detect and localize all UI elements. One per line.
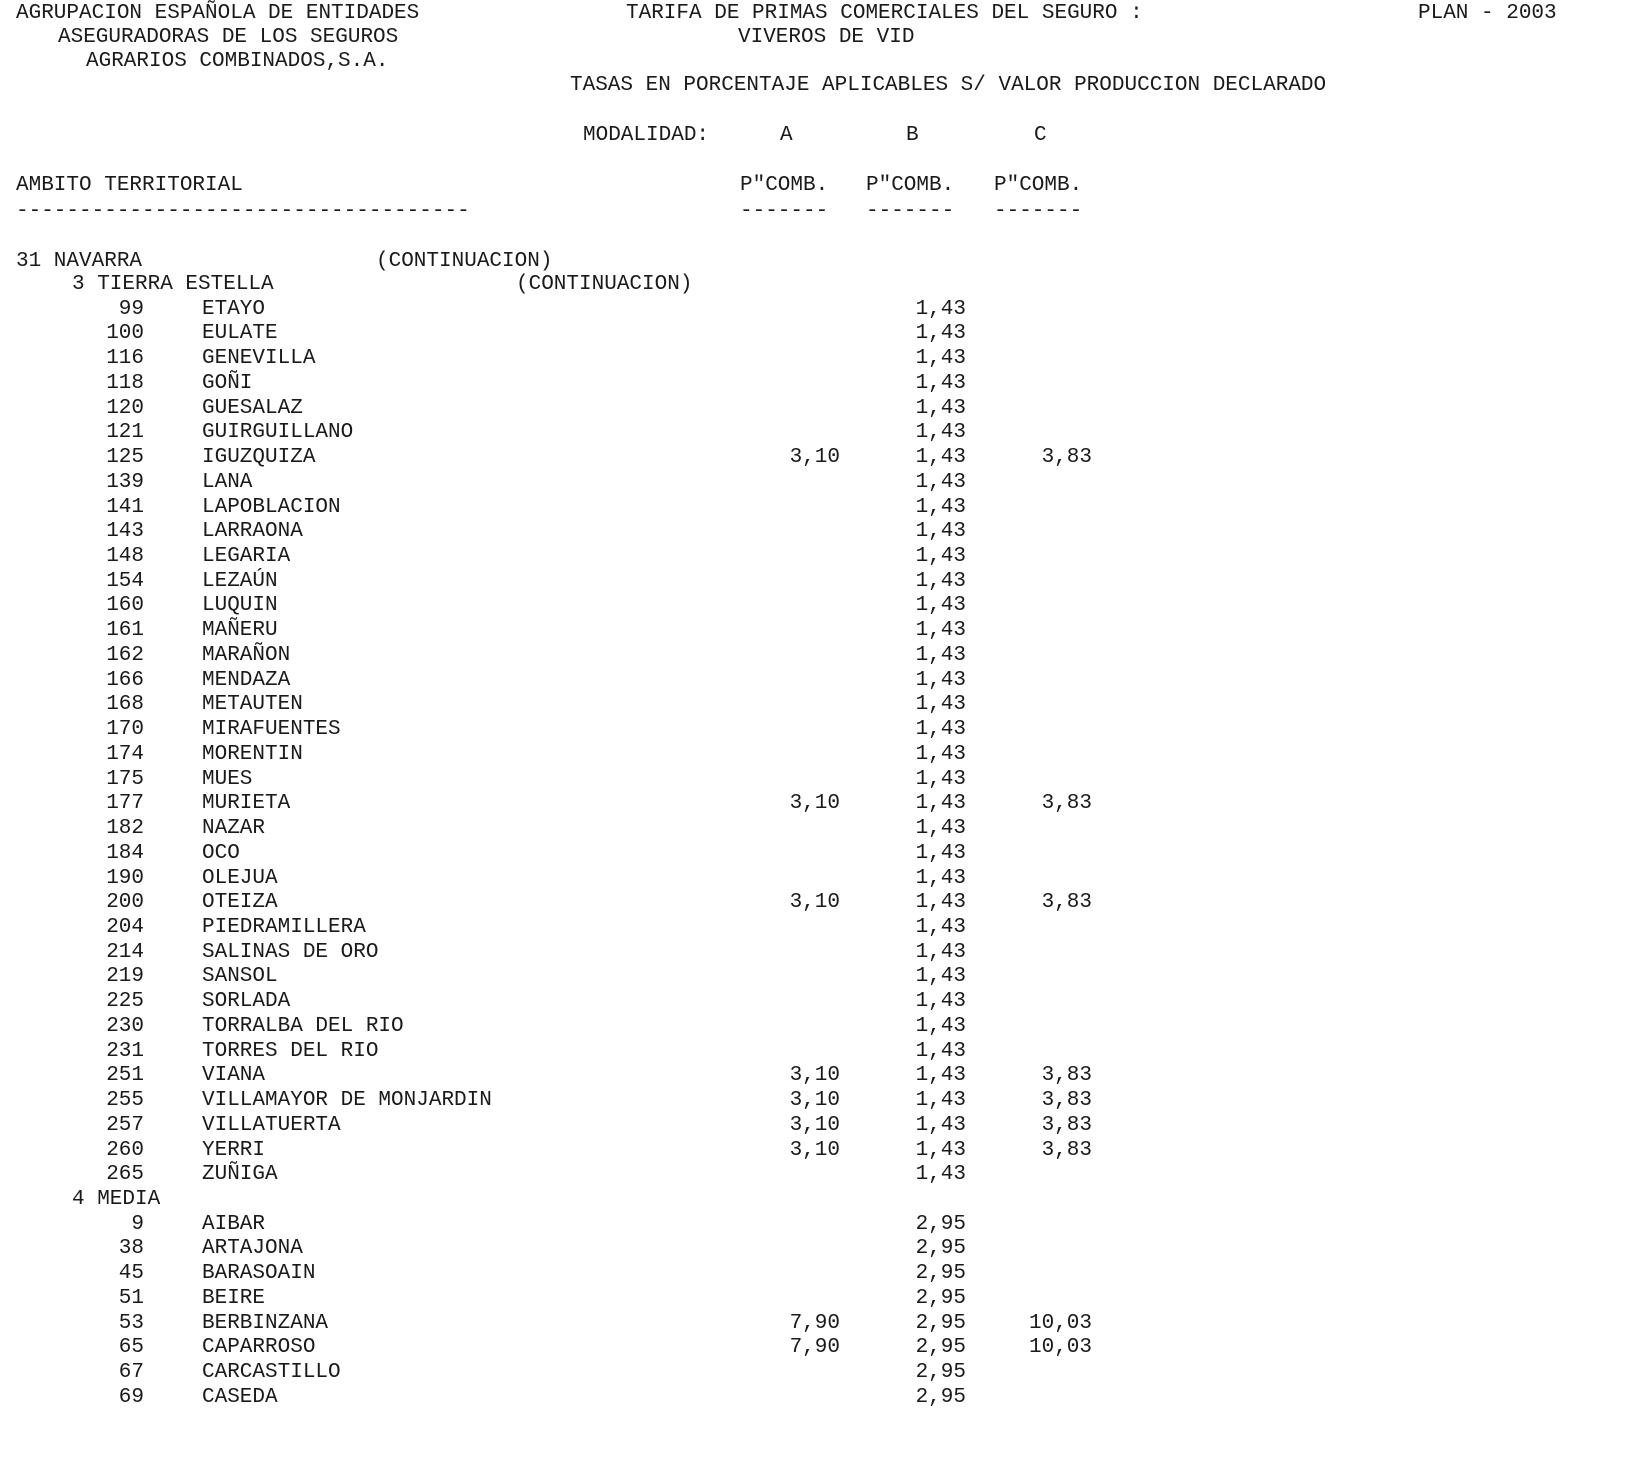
rate-b: 1,43 [915,867,966,890]
rate-b: 2,95 [915,1336,966,1359]
rate-c: 3,83 [1041,1089,1092,1112]
municipality-name: YERRI [202,1139,266,1162]
municipality-code: 170 [106,718,144,741]
rate-a: 3,10 [789,1139,840,1162]
region-heading: 3 TIERRA ESTELLA [72,273,274,296]
municipality-name: MUES [202,768,253,791]
municipality-name: BEIRE [202,1287,266,1310]
municipality-name: SORLADA [202,990,291,1013]
municipality-code: 166 [106,669,144,692]
municipality-code: 175 [106,768,144,791]
rate-b: 1,43 [915,570,966,593]
org-line-1: AGRUPACION ESPAÑOLA DE ENTIDADES [16,2,420,25]
modalidad-label: MODALIDAD: [583,124,710,147]
rate-c: 10,03 [1028,1312,1092,1335]
municipality-code: 38 [118,1237,144,1260]
municipality-name: LAPOBLACION [202,496,341,519]
rate-a: 3,10 [789,1089,840,1112]
municipality-name: ARTAJONA [202,1237,303,1260]
municipality-name: PIEDRAMILLERA [202,916,366,939]
municipality-name: IGUZQUIZA [202,446,316,469]
municipality-code: 214 [106,941,144,964]
municipality-name: VIANA [202,1064,266,1087]
tariff-title: TARIFA DE PRIMAS COMERCIALES DEL SEGURO : [626,2,1143,25]
rate-b: 1,43 [915,594,966,617]
col-a-rule: ------- [740,200,829,223]
municipality-code: 53 [118,1312,144,1335]
rate-b: 1,43 [915,1015,966,1038]
municipality-name: LUQUIN [202,594,278,617]
col-c-heading: P"COMB. [994,174,1083,197]
municipality-code: 182 [106,817,144,840]
rate-b: 1,43 [915,1139,966,1162]
rate-c: 3,83 [1041,1064,1092,1087]
rate-b: 1,43 [915,891,966,914]
rate-b: 1,43 [915,718,966,741]
col-c-rule: ------- [994,200,1083,223]
municipality-code: 125 [106,446,144,469]
rate-a: 3,10 [789,792,840,815]
org-line-2: ASEGURADORAS DE LOS SEGUROS [58,26,399,49]
municipality-name: ETAYO [202,298,266,321]
municipality-code: 160 [106,594,144,617]
municipality-name: CARCASTILLO [202,1361,341,1384]
municipality-name: MENDAZA [202,669,291,692]
rate-b: 1,43 [915,322,966,345]
rate-b: 1,43 [915,545,966,568]
municipality-name: GENEVILLA [202,347,316,370]
rate-b: 1,43 [915,817,966,840]
municipality-code: 143 [106,520,144,543]
rate-c: 10,03 [1028,1336,1092,1359]
municipality-name: CAPARROSO [202,1336,316,1359]
rate-b: 1,43 [915,1064,966,1087]
municipality-code: 139 [106,471,144,494]
rate-b: 1,43 [915,768,966,791]
rate-b: 1,43 [915,496,966,519]
rate-b: 2,95 [915,1386,966,1409]
municipality-code: 51 [118,1287,144,1310]
municipality-code: 148 [106,545,144,568]
col-b-heading: P"COMB. [866,174,955,197]
municipality-code: 219 [106,965,144,988]
municipality-code: 200 [106,891,144,914]
rate-b: 2,95 [915,1361,966,1384]
municipality-code: 174 [106,743,144,766]
rate-b: 1,43 [915,1040,966,1063]
municipality-code: 69 [118,1386,144,1409]
rate-b: 1,43 [915,1163,966,1186]
municipality-code: 162 [106,644,144,667]
modalidad-a: A [780,124,793,147]
rate-a: 7,90 [789,1336,840,1359]
rate-b: 1,43 [915,298,966,321]
municipality-code: 161 [106,619,144,642]
rate-b: 1,43 [915,941,966,964]
rate-b: 1,43 [915,1089,966,1112]
municipality-name: LEZAÚN [202,570,278,593]
rate-a: 3,10 [789,1114,840,1137]
municipality-code: 141 [106,496,144,519]
rate-b: 2,95 [915,1287,966,1310]
municipality-code: 65 [118,1336,144,1359]
rate-c: 3,83 [1041,1139,1092,1162]
rate-c: 3,83 [1041,446,1092,469]
municipality-name: METAUTEN [202,693,303,716]
municipality-name: BERBINZANA [202,1312,329,1335]
municipality-code: 45 [118,1262,144,1285]
municipality-code: 184 [106,842,144,865]
municipality-code: 251 [106,1064,144,1087]
municipality-name: GOÑI [202,372,253,395]
municipality-code: 121 [106,421,144,444]
modalidad-b: B [906,124,919,147]
rate-a: 3,10 [789,1064,840,1087]
municipality-name: OTEIZA [202,891,278,914]
municipality-name: OCO [202,842,240,865]
rate-b: 1,43 [915,693,966,716]
municipality-name: LANA [202,471,253,494]
rate-b: 2,95 [915,1262,966,1285]
municipality-name: AIBAR [202,1213,266,1236]
municipality-name: MAÑERU [202,619,278,642]
municipality-code: 255 [106,1089,144,1112]
rate-b: 1,43 [915,471,966,494]
municipality-name: NAZAR [202,817,266,840]
municipality-code: 225 [106,990,144,1013]
rate-b: 1,43 [915,990,966,1013]
municipality-name: CASEDA [202,1386,278,1409]
rate-b: 1,43 [915,347,966,370]
municipality-name: SALINAS DE ORO [202,941,379,964]
municipality-name: VILLAMAYOR DE MONJARDIN [202,1089,492,1112]
municipality-name: SANSOL [202,965,278,988]
municipality-code: 190 [106,867,144,890]
rate-b: 1,43 [915,372,966,395]
plan-label: PLAN - 2003 [1418,2,1557,25]
ambito-rule: ------------------------------------ [16,200,470,223]
municipality-code: 154 [106,570,144,593]
municipality-code: 260 [106,1139,144,1162]
rate-c: 3,83 [1041,1114,1092,1137]
rate-a: 3,10 [789,446,840,469]
municipality-name: MORENTIN [202,743,303,766]
rate-c: 3,83 [1041,792,1092,815]
rate-b: 1,43 [915,669,966,692]
municipality-code: 204 [106,916,144,939]
rate-b: 1,43 [915,916,966,939]
municipality-name: LEGARIA [202,545,291,568]
municipality-code: 168 [106,693,144,716]
col-a-heading: P"COMB. [740,174,829,197]
rate-a: 7,90 [789,1312,840,1335]
rate-b: 1,43 [915,446,966,469]
rate-c: 3,83 [1041,891,1092,914]
rate-a: 3,10 [789,891,840,914]
municipality-name: MARAÑON [202,644,291,667]
municipality-name: TORRES DEL RIO [202,1040,379,1063]
rate-b: 2,95 [915,1312,966,1335]
municipality-code: 67 [118,1361,144,1384]
municipality-name: ZUÑIGA [202,1163,278,1186]
modalidad-c: C [1034,124,1047,147]
rate-b: 1,43 [915,421,966,444]
col-b-rule: ------- [866,200,955,223]
municipality-code: 116 [106,347,144,370]
municipality-name: EULATE [202,322,278,345]
rate-b: 1,43 [915,965,966,988]
municipality-name: GUESALAZ [202,397,303,420]
municipality-name: OLEJUA [202,867,278,890]
province-heading: 31 NAVARRA [16,250,143,273]
rate-b: 2,95 [915,1213,966,1236]
rate-b: 1,43 [915,1114,966,1137]
rate-b: 1,43 [915,397,966,420]
rate-b: 1,43 [915,792,966,815]
municipality-code: 230 [106,1015,144,1038]
ambito-heading: AMBITO TERRITORIAL [16,174,243,197]
rates-subtitle: TASAS EN PORCENTAJE APLICABLES S/ VALOR PRODUCCION DECLARADO [570,74,1327,97]
municipality-name: MURIETA [202,792,291,815]
municipality-name: MIRAFUENTES [202,718,341,741]
org-line-3: AGRARIOS COMBINADOS,S.A. [86,50,389,73]
rate-b: 1,43 [915,842,966,865]
municipality-name: LARRAONA [202,520,303,543]
region-continuation-note: (CONTINUACION) [516,273,693,296]
municipality-name: GUIRGUILLANO [202,421,354,444]
municipality-name: BARASOAIN [202,1262,316,1285]
municipality-code: 231 [106,1040,144,1063]
municipality-code: 177 [106,792,144,815]
rate-b: 1,43 [915,743,966,766]
municipality-code: 9 [131,1213,144,1236]
municipality-code: 100 [106,322,144,345]
municipality-code: 257 [106,1114,144,1137]
municipality-code: 118 [106,372,144,395]
province-continuation-note: (CONTINUACION) [376,250,553,273]
rate-b: 1,43 [915,644,966,667]
municipality-code: 265 [106,1163,144,1186]
rate-b: 2,95 [915,1237,966,1260]
product-title: VIVEROS DE VID [738,26,915,49]
municipality-code: 120 [106,397,144,420]
rate-b: 1,43 [915,619,966,642]
rate-b: 1,43 [915,520,966,543]
municipality-name: VILLATUERTA [202,1114,341,1137]
municipality-code: 99 [118,298,144,321]
region-heading: 4 MEDIA [72,1188,161,1211]
municipality-name: TORRALBA DEL RIO [202,1015,404,1038]
